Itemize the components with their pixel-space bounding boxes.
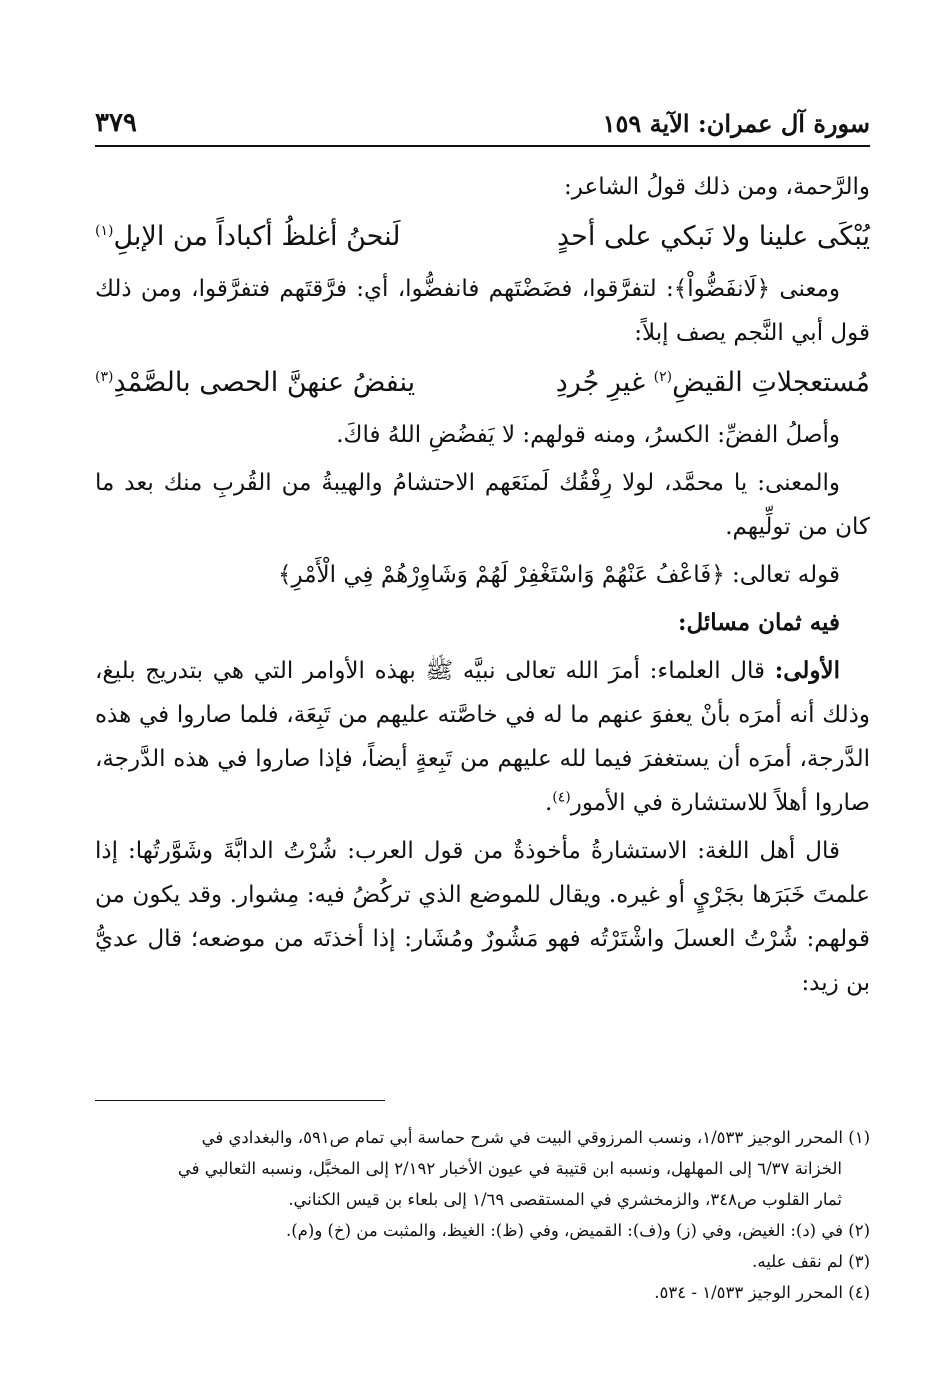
page-number: ٣٧٩ [95,108,137,138]
header-divider [95,145,870,147]
paragraph: ومعنى ﴿لَانفَضُّواْ﴾: لتفرَّقوا، فضَضْتَهم فانفضُّوا، أي: فرَّقتَهم فتفرَّقوا، ومن ذلك قول أبي النَّجم يصف إبلاً: [95,276,870,346]
footnote-4: (٤) المحرر الوجيز ١/٥٣٣ - ٥٣٤. [654,1283,870,1302]
footnote-1-line: (١) المحرر الوجيز ١/٥٣٣، ونسب المرزوقي البيت في شرح حماسة أبي تمام ص٥٩١، والبغدادي في [201,1128,870,1147]
footnote-marker[interactable]: (٣) [95,369,114,385]
paragraph-text: قال العلماء: أمرَ الله تعالى نبيَّه ﷺ بهذه الأوامر التي هي بتدريج بليغ، وذلك أنه أمرَه بأنْ يعفوَ عنهم ما له في خاصَّته عليهم من تَبِعَة، فلما صاروا في هذه الدَّرجة، أمرَه أن يستغفرَ فيما لله عليهم من تَبِعةٍ أيضاً، فإذا صاروا في هذه الدَّرجة، صاروا أهلاً للاستشارة في الأمور [95,658,870,816]
footnote-1-line: ثمار القلوب ص٣٤٨، والزمخشري في المستقصى ١/٦٩ إلى بلعاء بن قيس الكناني. [288,1190,842,1209]
footnote-1-line: الخزانة ٦/٣٧ إلى المهلهل، ونسبه ابن قتيبة في عيون الأخبار ٢/١٩٢ إلى المخبَّل، ونسبه الثعالبي في [177,1159,842,1178]
paragraph: والرَّحمة، ومن ذلك قولُ الشاعر: [564,174,870,200]
verse-second-hemistich-wrap [95,359,415,407]
section-heading: فيه ثمان مسائل: [677,609,840,636]
page-header [95,98,870,138]
paragraph [95,649,870,825]
footnote-divider [95,1100,385,1101]
footnotes [95,1122,870,1308]
verse-first-hemistich: يُبْكَى علينا ولا نَبكي على أحدٍ [557,221,870,252]
paragraph-end: . [544,790,553,816]
quran-verse-line: قوله تعالى: ﴿فَاعْفُ عَنْهُمْ وَاسْتَغْفِرْ لَهُمْ وَشَاوِرْهُمْ فِي الْأَمْرِ﴾ [278,562,840,588]
paragraph: وأصلُ الفضِّ: الكسرُ، ومنه قولهم: لا يَفضُضِ اللهُ فاكَ. [336,422,840,448]
footnote-3: (٣) لم نقف عليه. [752,1252,870,1271]
main-text [95,165,870,1005]
footnote-marker[interactable]: (١) [95,223,114,239]
paragraph: قال أهل اللغة: الاستشارةُ مأخوذةٌ من قول العرب: شُرْتُ الدابَّةَ وشَوَّرتُها: إذا علمتَ خَبَرَها بجَرْيٍ أو غيره. ويقال للموضع الذي تركُضُ فيه: مِشوار. وقد يكون من قولهم: شُرْتُ العسلَ واشْتَرْتُه فهو مَشُورٌ ومُشَار: إذا أخذتَه من موضعه؛ قال عديُّ بن زيد: [95,838,870,996]
verse-second-hemistich: لَنحنُ أغلظُ أكباداً من الإبلِ [113,221,401,252]
footnote-marker[interactable]: (٢) [653,369,673,385]
verse-first-hemistich: مُستعجلاتِ القيضِ [672,367,870,398]
footnote-marker[interactable]: (٤) [552,789,571,806]
verse-second-hemistich: ينفضُ عنهنَّ الحصى بالصَّمْدِ [113,367,416,398]
verse-first-hemistich-wrap [556,359,870,407]
verse-second-hemistich-wrap [95,213,400,261]
running-title: سورة آل عمران: الآية ١٥٩ [602,109,870,138]
verse-first-hemistich-end: غيرِ جُردِ [555,367,654,398]
paragraph: والمعنى: يا محمَّد، لولا رِفْقُك لَمنَعَهم الاحتشامُ والهيبةُ من القُربِ منك بعد ما كان من تولِّيهم. [95,470,870,540]
poetry-verse [95,213,870,261]
footnote-2: (٢) في (د): الغيض، وفي (ز) و(ف): القميض، وفي (ظ): الغيظ، والمثبت من (خ) و(م). [285,1221,870,1240]
issue-label: الأولى: [774,657,840,684]
poetry-verse [95,359,870,407]
